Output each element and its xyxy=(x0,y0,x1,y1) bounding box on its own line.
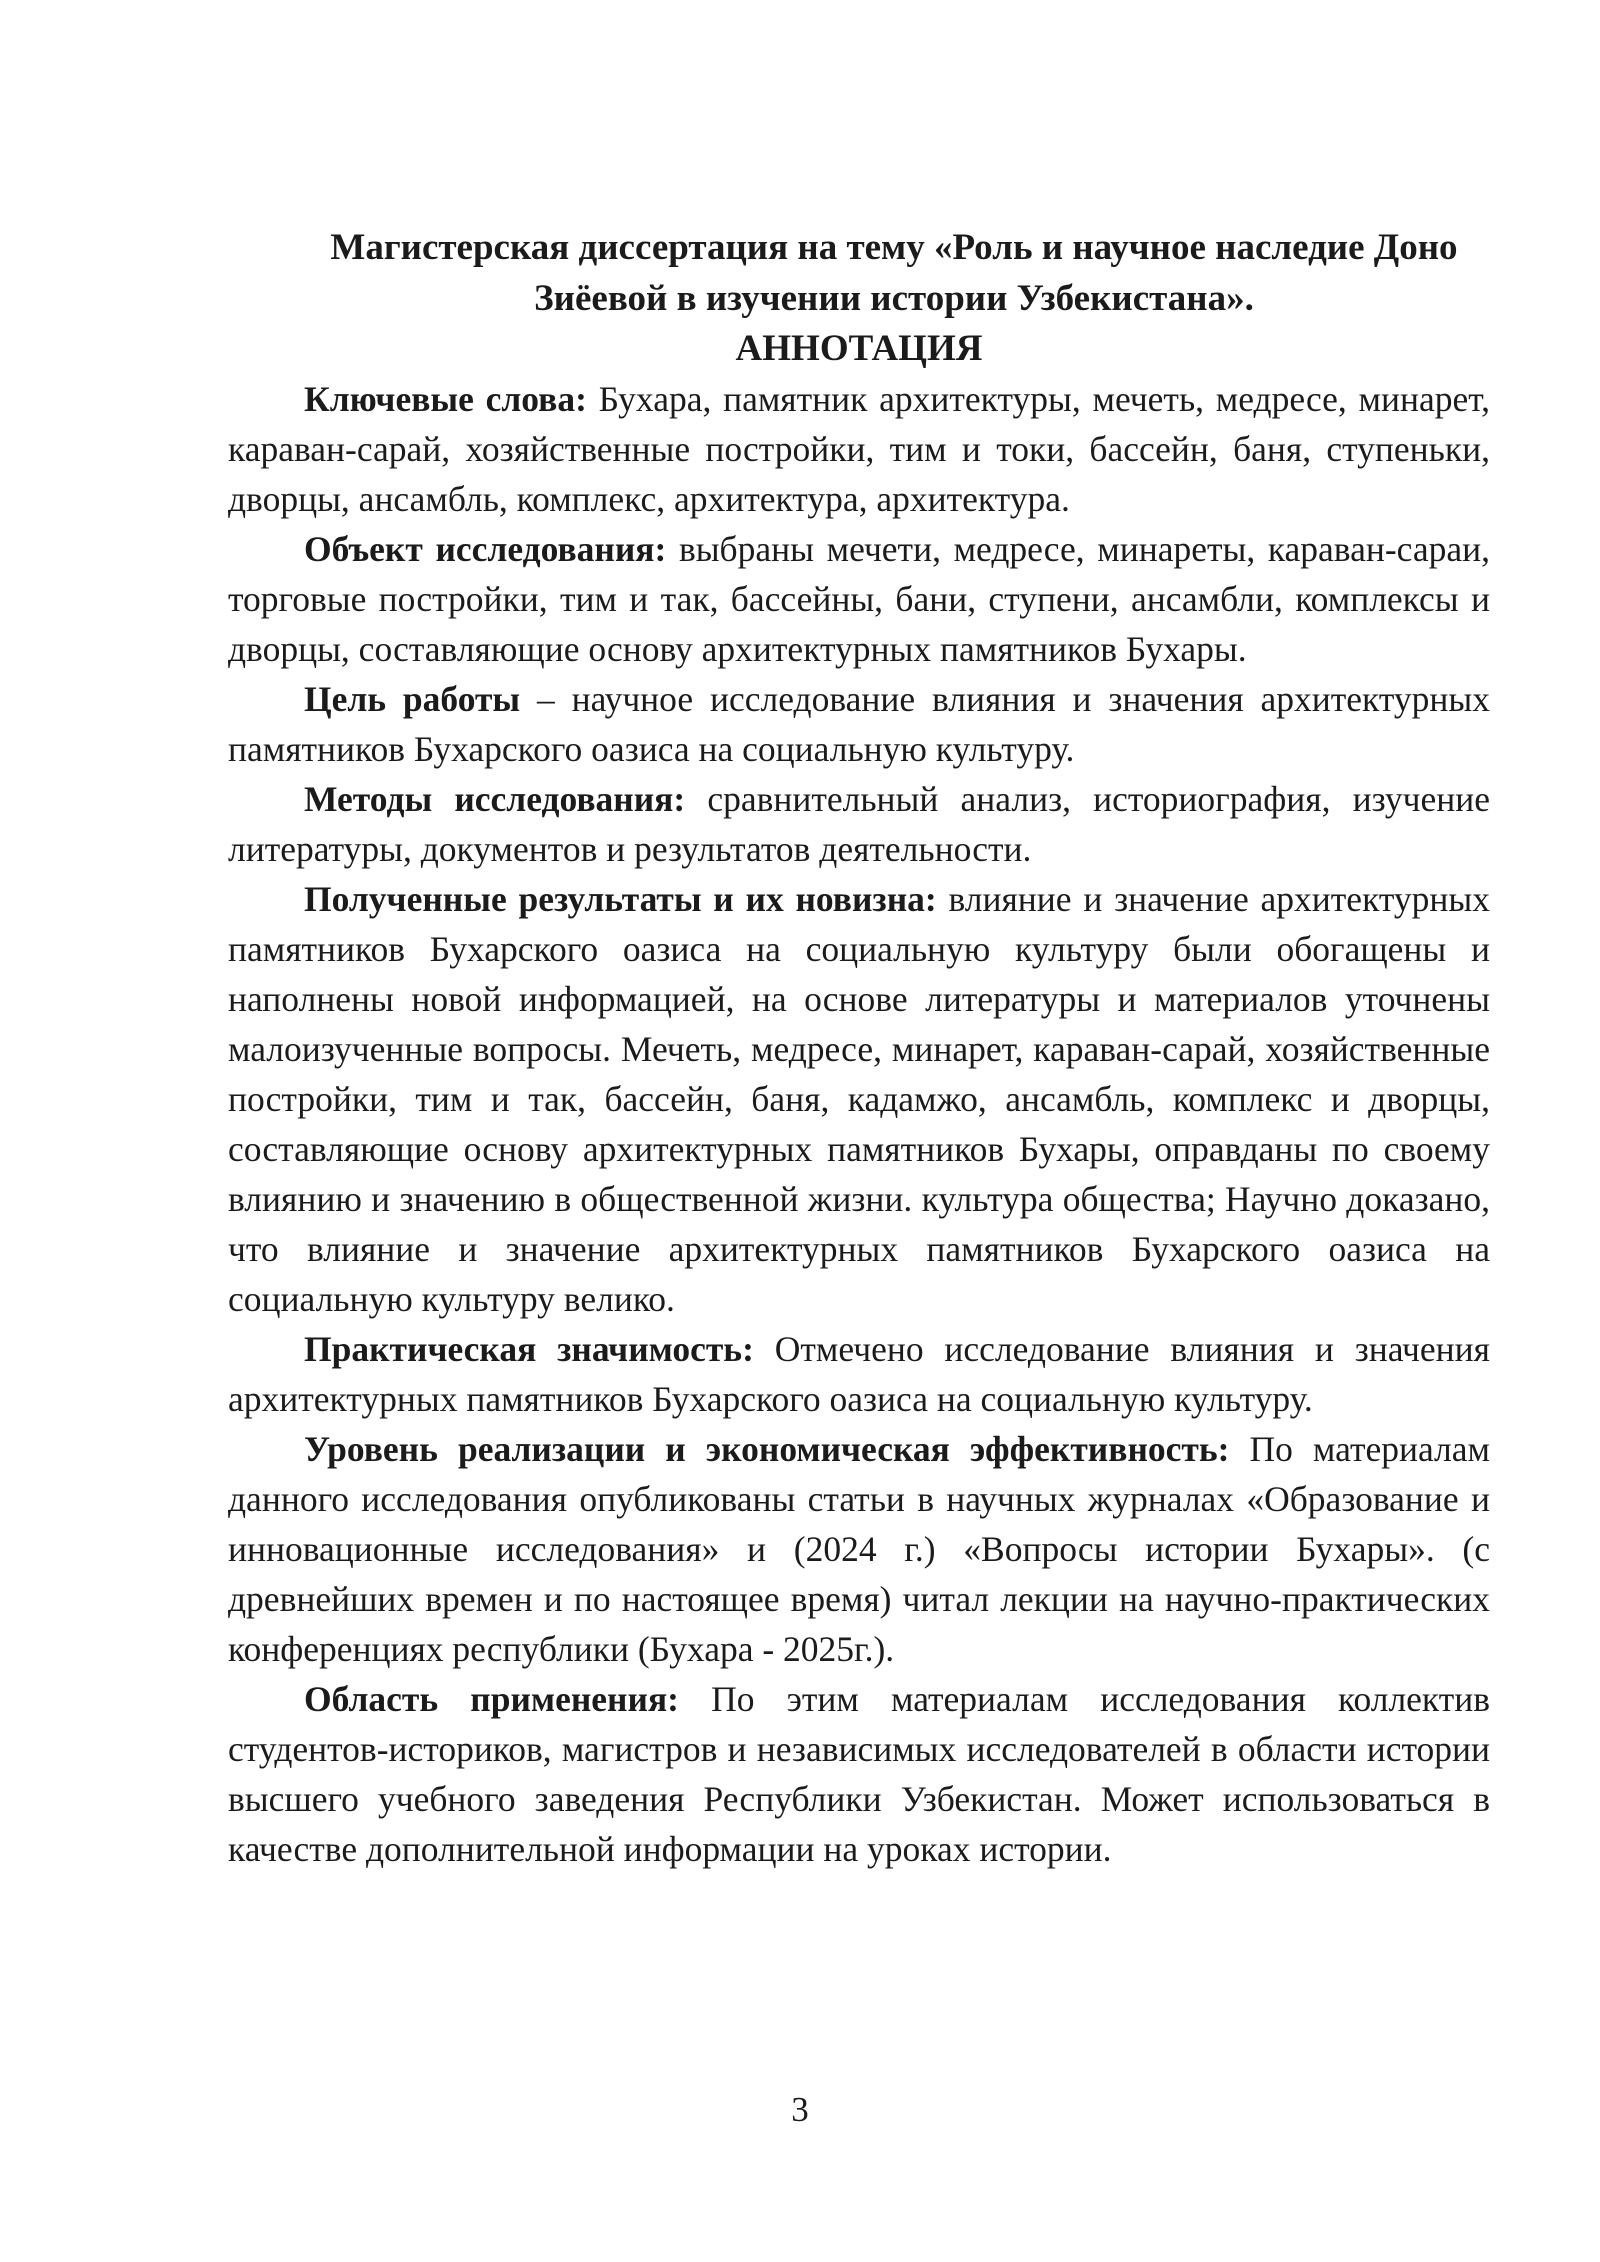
paragraph-application-area xyxy=(228,1674,1490,1874)
paragraph-goal xyxy=(228,674,1490,774)
paragraph-text: Отмечено исследование влияния и значения архитектурных памятников Бухарского оазиса на социальную культуру. xyxy=(228,1329,1490,1419)
title-line-2: Зиёевой в изучении истории Узбекистана». xyxy=(534,278,1254,319)
paragraph-label: Методы исследования: xyxy=(304,779,686,819)
document-title xyxy=(298,222,1490,324)
paragraph-keywords xyxy=(228,374,1490,524)
paragraph-practical-significance xyxy=(228,1324,1490,1424)
paragraph-label: Уровень реализации и экономическая эффективность: xyxy=(304,1429,1230,1469)
annotation-heading: АННОТАЦИЯ xyxy=(735,328,983,369)
paragraph-text: – научное исследование влияния и значения архитектурных памятников Бухарского оазиса на социальную культуру. xyxy=(228,679,1490,769)
paragraph-label: Цель работы xyxy=(304,679,521,719)
paragraph-label: Ключевые слова: xyxy=(304,379,587,419)
paragraph-text: сравнительный анализ, историография, изучение литературы, документов и результатов деятельности. xyxy=(228,779,1490,869)
paragraph-results xyxy=(228,874,1490,1324)
paragraph-methods xyxy=(228,774,1490,874)
paragraph-research-object xyxy=(228,524,1490,674)
paragraph-text: Бухара, памятник архитектуры, мечеть, медресе, минарет, караван-сарай, хозяйственные постройки, тим и токи, бассейн, баня, ступеньки, дворцы, ансамбль, комплекс, архитектура, архитектура. xyxy=(228,379,1490,519)
page-number: 3 xyxy=(791,2090,809,2129)
paragraph-text: По материалам данного исследования опубликованы статьи в научных журналах «Образование и инновационные исследования» и (2024 г.) «Вопросы истории Бухары». (с древнейших времен и по настоящее время) читал лекции на научно-практических конференциях республики (Бухара - 2025г.). xyxy=(228,1429,1490,1669)
paragraph-label: Практическая значимость: xyxy=(304,1329,754,1369)
paragraph-label: Объект исследования: xyxy=(304,529,667,569)
paragraph-implementation xyxy=(228,1424,1490,1674)
document-page xyxy=(228,222,1490,1874)
paragraph-label: Область применения: xyxy=(304,1679,679,1719)
paragraph-label: Полученные результаты и их новизна: xyxy=(304,879,937,919)
paragraph-text: влияние и значение архитектурных памятников Бухарского оазиса на социальную культуру были обогащены и наполнены новой информацией, на основе литературы и материалов уточнены малоизученные вопросы. Мечеть, медресе, минарет, караван-сарай, хозяйственные постройки, тим и так, бассейн, баня, кадамжо, ансамбль, комплекс и дворцы, составляющие основу архитектурных памятников Бухары, оправданы по своему влиянию и значению в общественной жизни. культура общества; Научно доказано, что влияние и значение архитектурных памятников Бухарского оазиса на социальную культуру велико. xyxy=(228,879,1490,1319)
paragraph-text: выбраны мечети, медресе, минареты, караван-сараи, торговые постройки, тим и так, бассейны, бани, ступени, ансамбли, комплексы и дворцы, составляющие основу архитектурных памятников Бухары. xyxy=(228,529,1490,669)
paragraph-text: По этим материалам исследования коллектив студентов-историков, магистров и независимых исследователей в области истории высшего учебного заведения Республики Узбекистан. Может использоваться в качестве дополнительной информации на уроках истории. xyxy=(228,1679,1490,1869)
title-line-1: Магистерская диссертация на тему «Роль и научное наследие Доно xyxy=(330,227,1458,268)
